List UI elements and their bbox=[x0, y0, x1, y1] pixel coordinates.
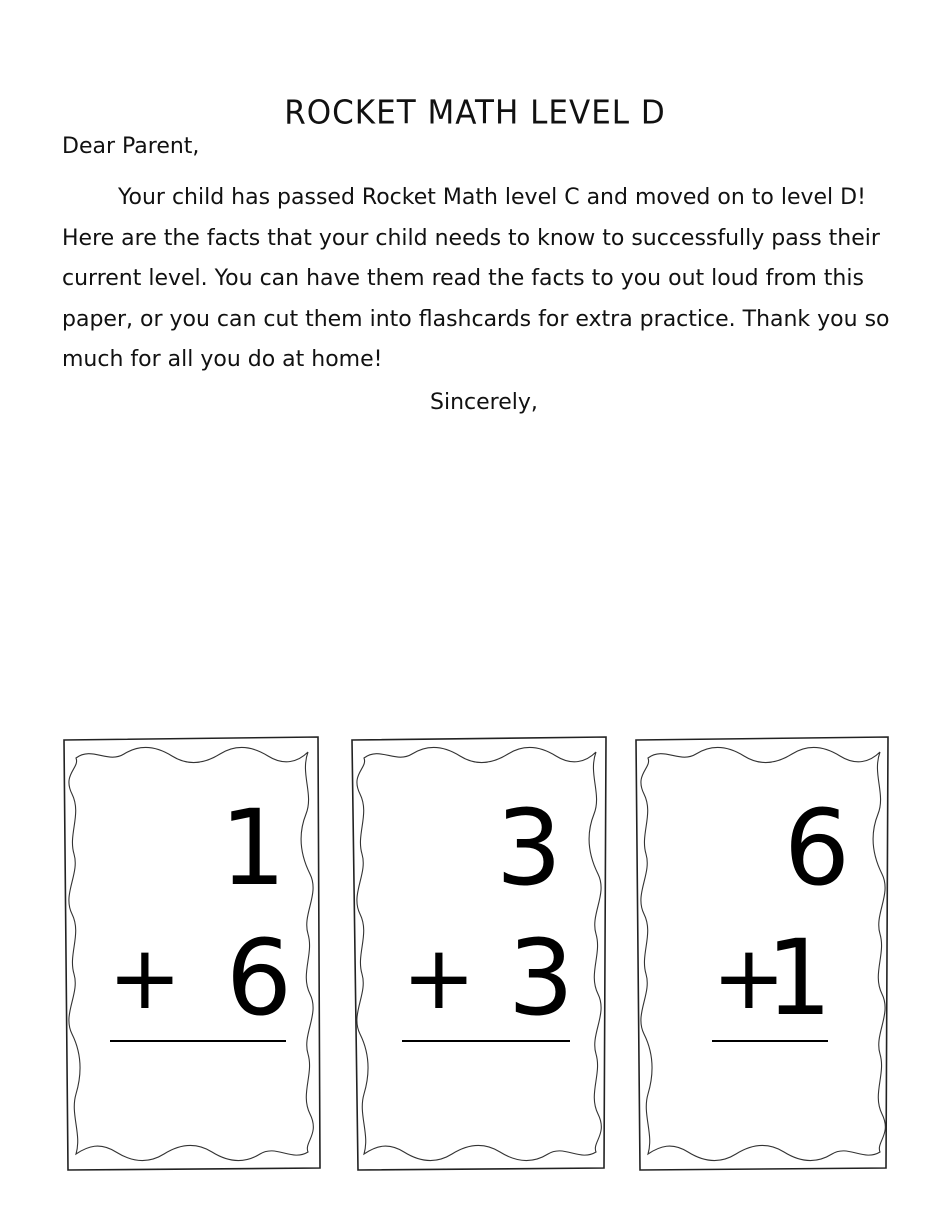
signoff: Sincerely, bbox=[430, 390, 538, 415]
flashcard-bottom-number: 6 bbox=[225, 917, 292, 1039]
flashcard-operator: + bbox=[108, 926, 182, 1029]
flashcard-fact bbox=[350, 734, 610, 1172]
flashcard-top-number: 1 bbox=[219, 787, 286, 909]
answer-line bbox=[110, 1040, 286, 1042]
flashcard-top-number: 3 bbox=[495, 787, 562, 909]
flashcard-bottom-number: 3 bbox=[507, 917, 574, 1039]
answer-line bbox=[402, 1040, 570, 1042]
flashcard-operator: + bbox=[712, 926, 786, 1029]
page-title: ROCKET MATH LEVEL D bbox=[284, 93, 666, 132]
flashcard-top-number: 6 bbox=[783, 787, 850, 909]
answer-line bbox=[712, 1040, 828, 1042]
flashcard bbox=[350, 734, 610, 1172]
flashcard-bottom-number: 1 bbox=[765, 917, 832, 1039]
flashcard bbox=[634, 734, 894, 1172]
flashcard bbox=[62, 734, 322, 1172]
flashcard-fact bbox=[62, 734, 322, 1172]
greeting: Dear Parent, bbox=[62, 134, 200, 159]
flashcard-fact bbox=[634, 734, 894, 1172]
flashcard-operator: + bbox=[402, 926, 476, 1029]
letter-body: Your child has passed Rocket Math level C and moved on to level D! Here are the facts that your child needs to know to successfully pass their current level. You can have them read the facts to you out loud from this paper, or you can cut them into flashcards for extra practice. Thank you so much for all you do at home! bbox=[62, 185, 890, 372]
